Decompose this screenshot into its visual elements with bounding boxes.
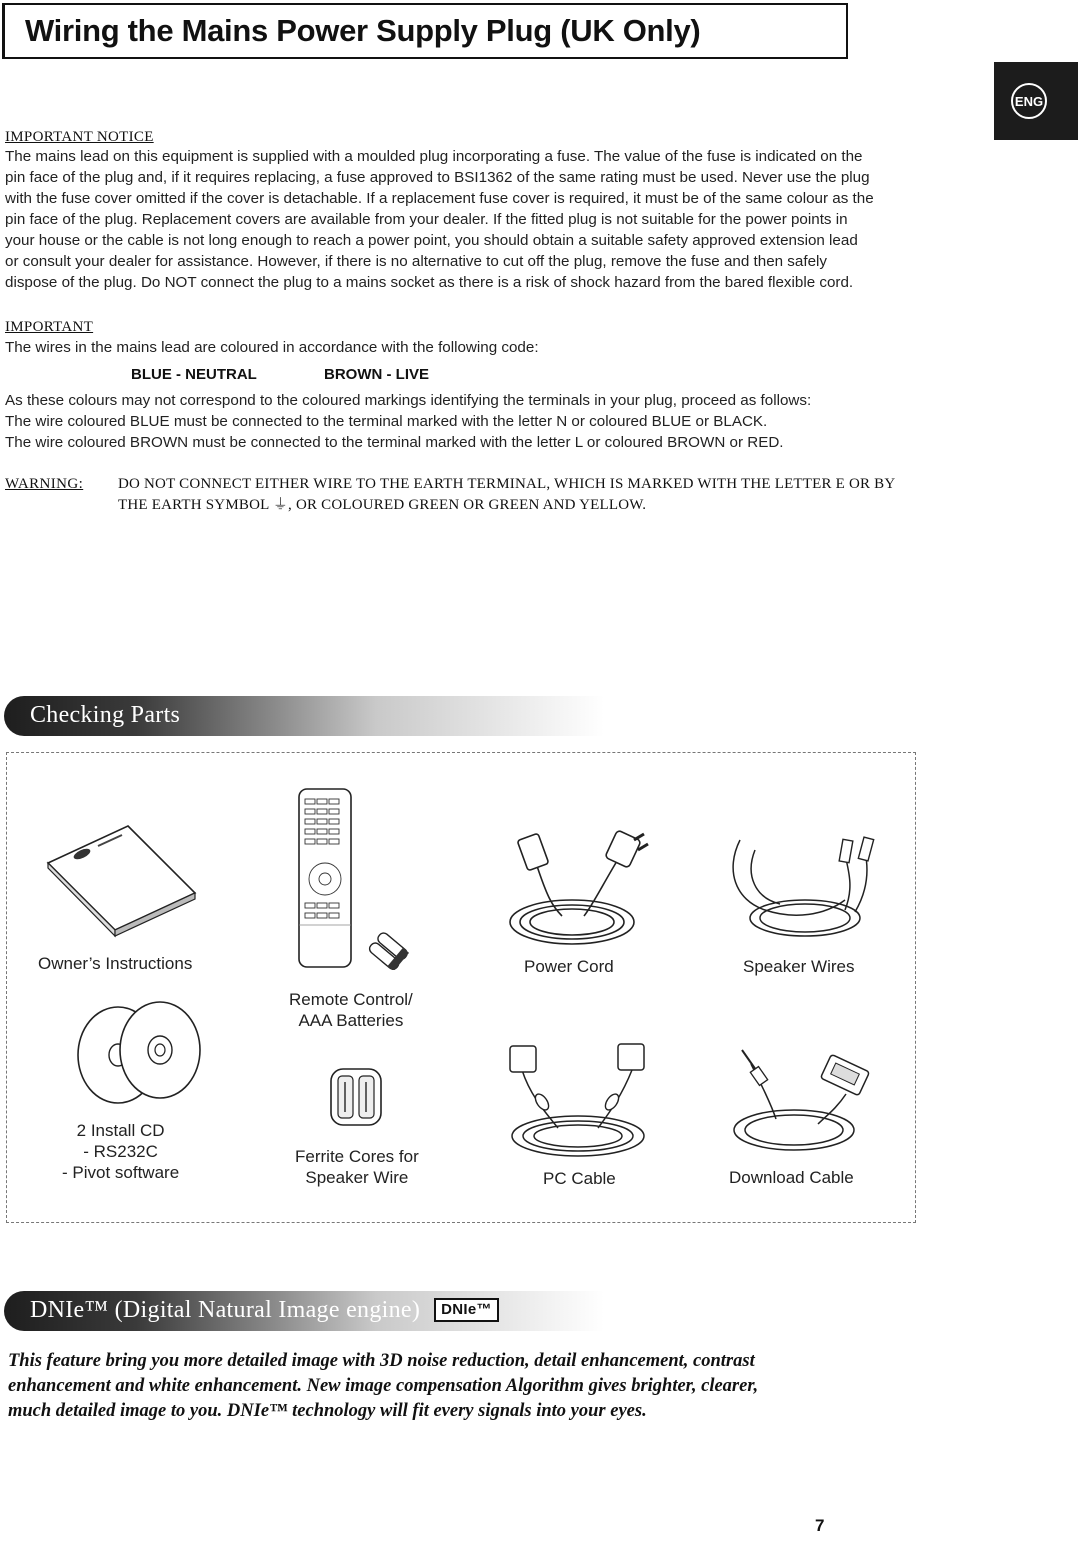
power-cord-image [492,826,652,956]
part-ferrite-cores [295,1146,419,1188]
dnie-heading [30,1297,499,1324]
part-pc-cable: PC Cable [543,1169,616,1188]
notice-line: your house or the cable is not long enough to reach a power point, you should obtain a suitable safety approved extension lead [5,232,858,249]
notice-line: pin face of the plug. Replacement covers are available from your dealer. If the fitted plug is not suitable for the power points in [5,211,848,228]
cd-label-line: 2 Install CD [76,1121,165,1140]
dnie-description [8,1349,908,1424]
ferrite-core-image [328,1066,384,1128]
remote-control-image [295,785,435,970]
important-heading: IMPORTANT [5,319,94,335]
notice-line: pin face of the plug and, if it requires replacing, a fuse approved to BSI1362 of the same rating must be used. Never use the plug [5,169,870,186]
part-download-cable: Download Cable [729,1168,854,1187]
install-cd-image [70,1000,210,1110]
code-blue-neutral: BLUE - NEUTRAL [131,366,257,383]
checking-parts-band [4,696,604,736]
download-cable-image [726,1044,876,1156]
dnie-logo: DNIe™ [434,1298,499,1322]
page-title: Wiring the Mains Power Supply Plug (UK Only) [25,13,701,48]
warning-label: WARNING: [5,476,84,492]
dnie-line: much detailed image to you. DNIe™ technology will fit every signals into your eyes. [8,1401,647,1421]
remote-label-line: AAA Batteries [298,1011,404,1030]
warning-line: DO NOT CONNECT EITHER WIRE TO THE EARTH TERMINAL, WHICH IS MARKED WITH THE LETTER E OR BY [118,476,896,492]
checking-parts-heading: Checking Parts [30,702,181,728]
important-notice-heading: IMPORTANT NOTICE [5,129,154,145]
dnie-heading-text: DNIe™ (Digital Natural Image engine) [30,1297,421,1323]
instruction-line: The wire coloured BLUE must be connected to the terminal marked with the letter N or coloured BLUE or BLACK. [5,413,768,430]
language-tab [994,62,1078,140]
instruction-line: The wire coloured BROWN must be connected to the terminal marked with the letter L or coloured BROWN or RED. [5,434,784,451]
notice-line: The mains lead on this equipment is supplied with a moulded plug incorporating a fuse. The value of the fuse is indicated on the [5,148,863,165]
manual-booklet-image [40,818,205,943]
dnie-band [4,1291,604,1331]
important-instructions [5,390,920,453]
part-remote-control [289,989,413,1031]
warning-text [118,474,918,516]
page-number: 7 [815,1516,825,1535]
cd-label-line: - Pivot software [62,1163,180,1182]
notice-line: or consult your dealer for assistance. However, if there is no alternative to cut off the plug, remove the fuse and then safely [5,253,827,270]
ferrite-label-line: Ferrite Cores for [295,1147,419,1166]
page-title-box [2,3,848,59]
speaker-wires-image [725,830,885,948]
part-owners-instructions: Owner’s Instructions [38,954,193,973]
warning-line: THE EARTH SYMBOL ⏚, OR COLOURED GREEN OR GREEN AND YELLOW. [118,497,647,513]
part-power-cord: Power Cord [524,957,614,976]
dnie-line: This feature bring you more detailed image with 3D noise reduction, detail enhancement, contrast [8,1351,755,1371]
code-brown-live: BROWN - LIVE [324,366,429,383]
ferrite-label-line: Speaker Wire [305,1168,409,1187]
pc-cable-image [500,1040,660,1162]
remote-label-line: Remote Control/ [289,990,413,1009]
part-install-cd [62,1120,179,1183]
cd-label-line: - RS232C [83,1142,158,1161]
dnie-line: enhancement and white enhancement. New image compensation Algorithm gives brighter, clearer, [8,1376,759,1396]
instruction-line: As these colours may not correspond to the coloured markings identifying the terminals in your plug, proceed as follows: [5,392,812,409]
important-notice-text [5,146,920,293]
notice-line: dispose of the plug. Do NOT connect the plug to a mains socket as there is a risk of shock hazard from the bared flexible cord. [5,274,854,291]
important-intro: The wires in the mains lead are coloured in accordance with the following code: [5,339,539,356]
notice-line: with the fuse cover omitted if the cover is detachable. If a replacement fuse cover is required, it must be of the same colour as the [5,190,874,207]
part-speaker-wires: Speaker Wires [743,957,855,976]
language-badge: ENG [1011,83,1047,119]
